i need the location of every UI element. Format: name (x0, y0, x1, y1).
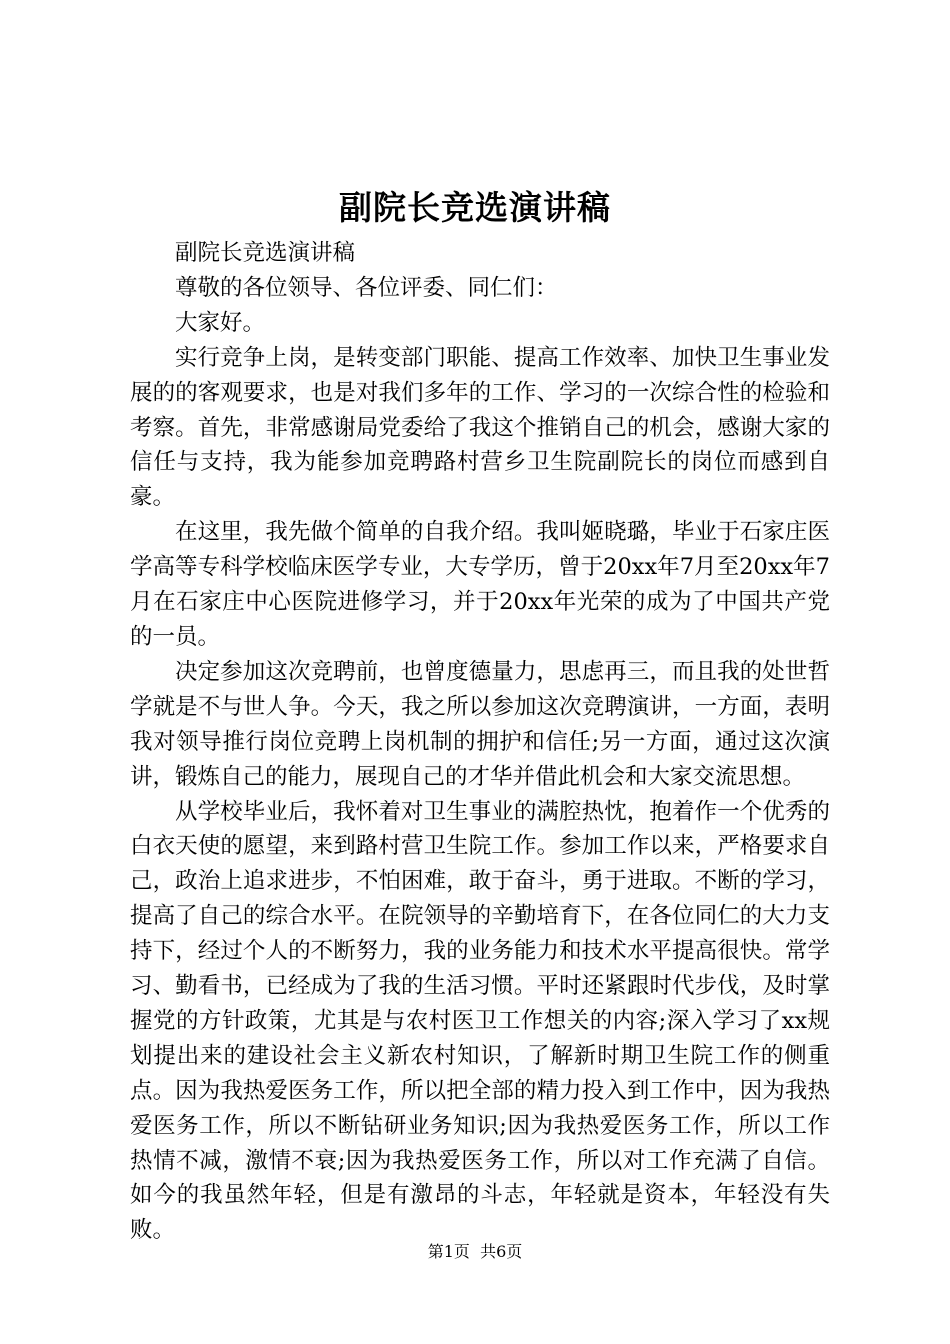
document-title: 副院长竞选演讲稿 (339, 188, 611, 227)
paragraph-greeting: 大家好。 (175, 309, 266, 336)
page-number: 第1页 (427, 1242, 470, 1261)
paragraph-intro: 实行竞争上岗，是转变部门职能、提高工作效率、加快卫生事业发展的的客观要求，也是对我们多年的工作、学习的一次综合性的检验和考察。首先，非常感谢局党委给了我这个推销自己的机会，感谢大家的信任与支持，我为能参加竞聘路村营乡卫生院副院长的岗位而感到自豪。 (130, 344, 830, 511)
paragraph-motivation: 决定参加这次竞聘前，也曾度德量力，思虑再三，而且我的处世哲学就是不与世人争。今天，我之所以参加这次竞聘演讲，一方面，表明我对领导推行岗位竞聘上岗机制的拥护和信任;另一方面，通过这次演讲，锻炼自己的能力，展现自己的才华并借此机会和大家交流思想。 (130, 658, 830, 790)
paragraph-salutation: 尊敬的各位领导、各位评委、同仁们： (175, 274, 558, 301)
paragraph-experience: 从学校毕业后，我怀着对卫生事业的满腔热忱，抱着作一个优秀的白衣天使的愿望，来到路村营卫生院工作。参加工作以来，严格要求自己，政治上追求进步，不怕困难，敢于奋斗，勇于进取。不断的学习，提高了自己的综合水平。在院领导的辛勤培育下，在各位同仁的大力支持下，经过个人的不断努力，我的业务能力和技术水平提高很快。常学习、勤看书，已经成为了我的生活习惯。平时还紧跟时代步伐，及时掌握党的方针政策，尤其是与农村医卫工作想关的内容;深入学习了xx规划提出来的建设社会主义新农村知识，了解新时期卫生院工作的侧重点。因为我热爱医务工作，所以把全部的精力投入到工作中，因为我热爱医务工作，所以不断钻研业务知识;因为我热爱医务工作，所以工作热情不减，激情不衰;因为我热爱医务工作，所以对工作充满了自信。如今的我虽然年轻，但是有激昂的斗志，年轻就是资本，年轻没有失败。 (130, 798, 830, 1244)
paragraph-self-introduction: 在这里，我先做个简单的自我介绍。我叫姬晓璐，毕业于石家庄医学高等专科学校临床医学专业，大专学历，曾于20xx年7月至20xx年7月在石家庄中心医院进修学习，并于20xx年光荣的成为了中国共产党的一员。 (130, 519, 830, 650)
page-total: 共6页 (480, 1242, 523, 1261)
page-footer (0, 1240, 950, 1264)
document-body (130, 236, 830, 1248)
paragraph-subtitle: 副院长竞选演讲稿 (175, 240, 356, 266)
